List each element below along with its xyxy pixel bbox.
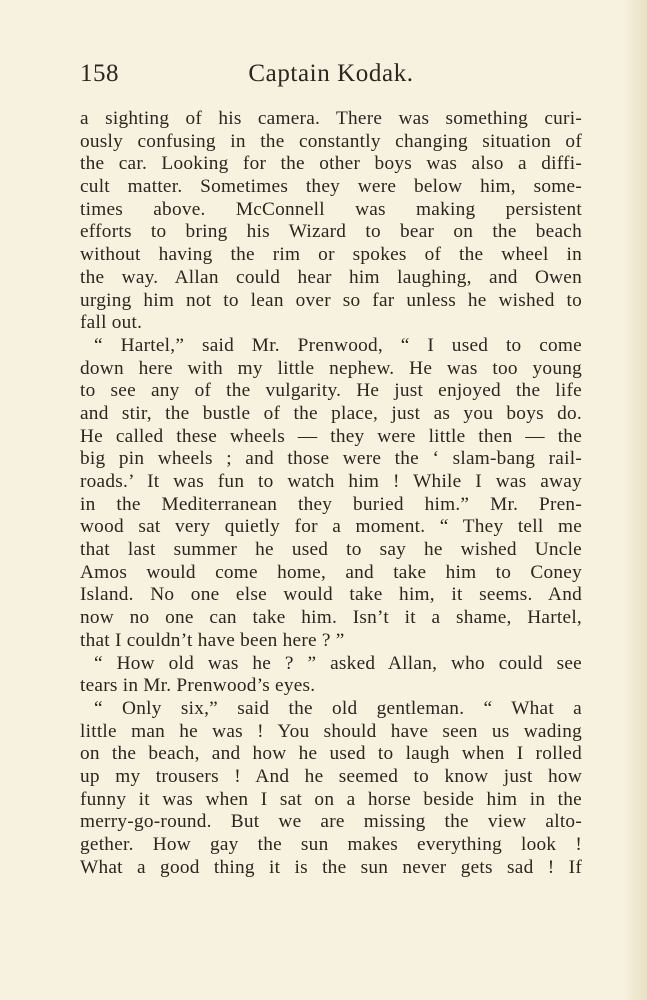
running-head: Captain Kodak. — [248, 60, 414, 87]
text-line: roads.’ It was fun to watch him ! While I was away — [80, 471, 582, 492]
text-line: Amos would come home, and take him to Coney — [80, 561, 582, 583]
text-line: that I couldn’t have been here ? ” — [80, 629, 345, 651]
text-line: in the Mediterranean they buried him.” Mr. Pren- — [80, 493, 582, 515]
text-line: tears in Mr. Prenwood’s eyes. — [80, 675, 316, 697]
text-line: on the beach, and how he used to laugh when I rolled — [80, 743, 582, 765]
text-line: gether. How gay the sun makes everything look ! — [80, 834, 582, 855]
text-line: funny it was when I sat on a horse beside him in the — [80, 788, 582, 810]
text-line: cult matter. Sometimes they were below him, some- — [80, 176, 582, 198]
text-line: Island. No one else would take him, it seems. And — [80, 584, 582, 606]
text-line: wood sat very quietly for a moment. “ They tell me — [80, 516, 582, 538]
text-line: “ How old was he ? ” asked Allan, who could see — [94, 652, 582, 674]
text-line: ously confusing in the constantly changing situation of — [80, 130, 582, 152]
text-line: the car. Looking for the other boys was also a diffi- — [80, 153, 582, 175]
text-line: and stir, the bustle of the place, just as you boys do. — [80, 402, 582, 424]
text-line: merry-go-round. But we are missing the view alto- — [80, 811, 582, 833]
text-line: efforts to bring his Wizard to bear on the beach — [80, 221, 582, 243]
text-line: without having the rim or spokes of the wheel in — [80, 244, 582, 266]
text-line: “ Hartel,” said Mr. Prenwood, “ I used to come — [94, 334, 582, 356]
text-line: to see any of the vulgarity. He just enjoyed the life — [80, 380, 582, 402]
text-line: “ Only six,” said the old gentleman. “ What a — [94, 697, 582, 719]
text-line: He called these wheels — they were little then — the — [80, 425, 582, 447]
text-line: the way. Allan could hear him laughing, and Owen — [80, 266, 582, 288]
text-line: down here with my little nephew. He was too young — [80, 357, 582, 379]
text-line: big pin wheels ; and those were the ‘ slam-bang rail- — [80, 448, 582, 470]
text-line: a sighting of his camera. There was something curi- — [80, 108, 582, 129]
text-line: now no one can take him. Isn’t it a shame, Hartel, — [80, 607, 582, 629]
page-number: 158 — [80, 60, 119, 87]
text-line: up my trousers ! And he seemed to know just how — [80, 765, 582, 787]
text-line: What a good thing it is the sun never gets sad ! If — [80, 856, 582, 878]
page-header — [80, 60, 582, 96]
text-line: times above. McConnell was making persistent — [80, 198, 582, 220]
page-edge-shadow — [623, 0, 647, 1000]
body-text — [80, 108, 582, 879]
text-line: fall out. — [80, 312, 143, 334]
text-line: little man he was ! You should have seen us wading — [80, 720, 582, 742]
text-line: that last summer he used to say he wished Uncle — [80, 539, 582, 561]
text-line: urging him not to lean over so far unless he wished to — [80, 289, 582, 311]
